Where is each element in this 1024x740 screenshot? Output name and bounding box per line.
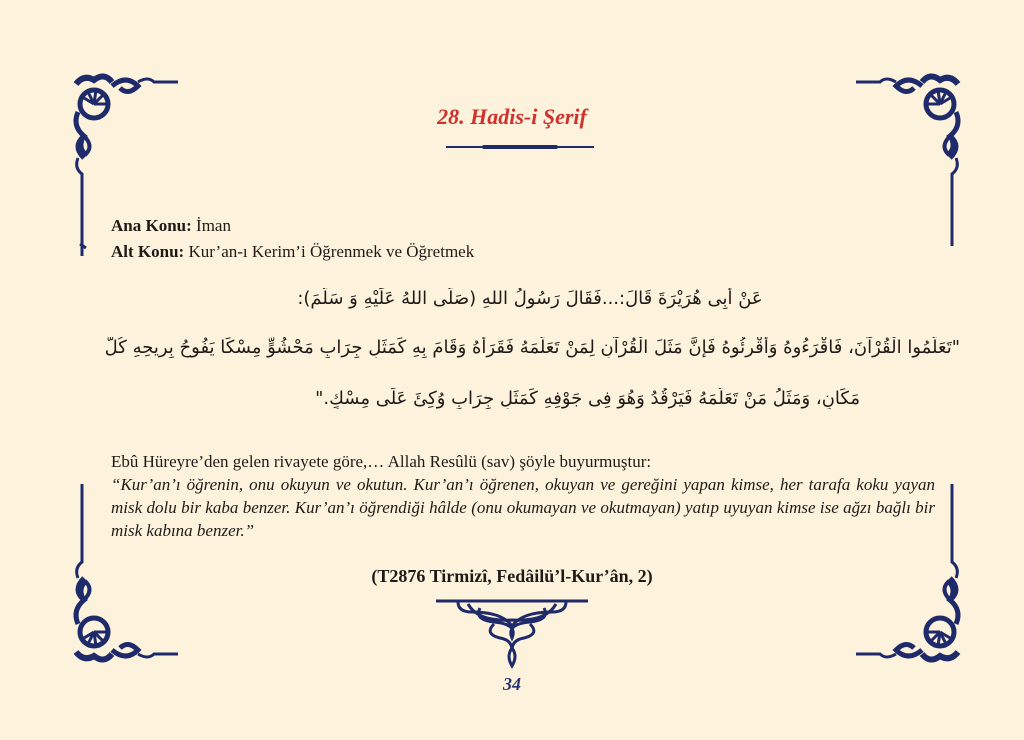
arabic-isnad-line: عَنْ أَبِى هُرَيْرَةَ قَالَ:...فَقَالَ رَسُولُ اللهِ (صَلَّى اللهُ عَلَيْهِ وَ سَلَّمَ): [297, 288, 763, 309]
corner-ornament-top-right-icon [856, 68, 966, 258]
bottom-knot-ornament-icon [432, 598, 592, 670]
page-title: 28. Hadis-i Şerif [437, 104, 587, 129]
translation-quote: “Kur’an’ı öğrenin, onu okuyun ve okutun. Kur’an’ı öğrenen, okuyan ve gereğini yapan kimse, her tarafa koku yayan misk dolu bir kaba benzer. Kur’an’ı öğrendiği hâlde (onu okumayan ve okutmayan) yatıp uyuyan kimse ise ağzı bağlı bir misk kabına benzer.” [111, 475, 935, 540]
sub-topic-value: Kur’an-ı Kerim’i Öğrenmek ve Öğretmek [188, 242, 475, 261]
page-number: 34 [503, 674, 521, 694]
title-underline-icon [446, 145, 594, 149]
sub-topic-label: Alt Konu: [111, 242, 185, 261]
hadith-source-reference: (T2876 Tirmizî, Fedâilü’l-Kur’ân, 2) [371, 566, 653, 586]
main-topic-label: Ana Konu: [111, 216, 192, 235]
arabic-hadith-line-2: مَكَانٍ، وَمَثَلُ مَنْ تَعَلَّمَهُ فَيَرْقُدُ وَهُوَ فِى جَوْفِهِ كَمَثَلِ جِرَابٍ وُكِئَ عَلَى مِسْكٍ." [315, 388, 860, 409]
arabic-hadith-line-1: "تَعَلَّمُوا الْقُرْآنَ، فَاقْرَءُوهُ وَأَقْرِئُوهُ فَإِنَّ مَثَلَ الْقُرْآنِ لِمَنْ تَعَلَّمَهُ فَقَرَأَهُ وَقَامَ بِهِ كَمَثَلِ جِرَابٍ مَحْشُوٍّ مِسْكًا يَفُوحُ بِرِيحِهِ كُلَّ [104, 337, 960, 358]
translation-block [111, 450, 935, 542]
sub-topic-row [111, 239, 474, 265]
topic-meta [111, 213, 474, 265]
translation-intro: Ebû Hüreyre’den gelen rivayete göre,… Allah Resûlü (sav) şöyle buyurmuştur: [111, 452, 652, 471]
main-topic-row [111, 213, 474, 239]
main-topic-value: İman [196, 216, 231, 235]
